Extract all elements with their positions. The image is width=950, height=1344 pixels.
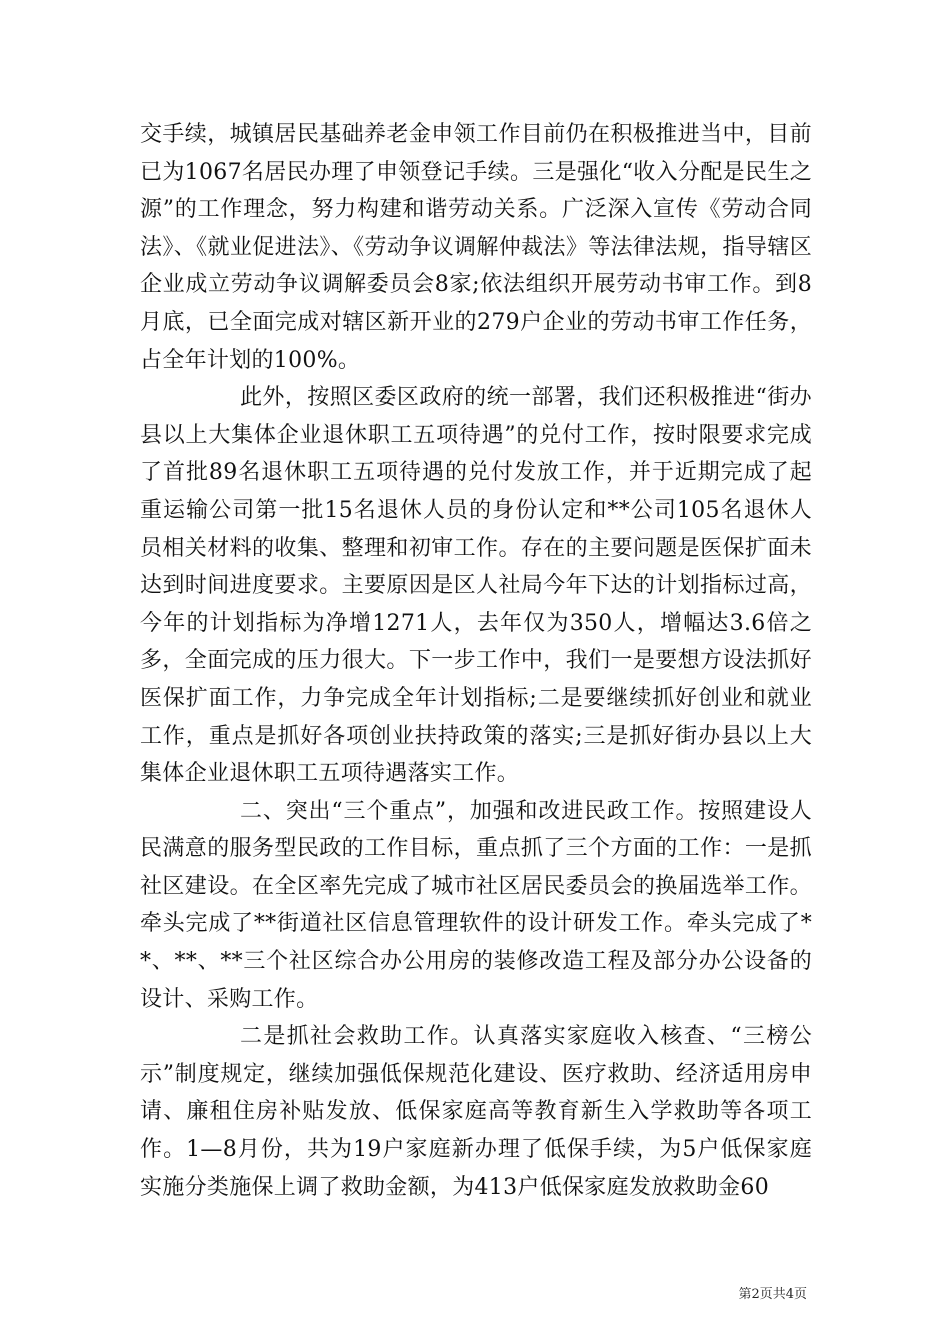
page-number-footer: 第2页共4页 [738, 1287, 807, 1302]
paragraph-civil-affairs: 二、突出“三个重点”，加强和改进民政工作。按照建设人民满意的服务型民政的工作目标，重点抓了三个方面的工作：一是抓社区建设。在全区率先完成了城市社区居民委员会的换届选举工作。牵头完成了**街道社区信息管理软件的设计研发工作。牵头完成了**、**、**三个社区综合办公用房的装修改造工程及部分办公设备的设计、采购工作。 [140, 798, 812, 1012]
paragraph-retiree-benefits: 此外，按照区委区政府的统一部署，我们还积极推进“街办县以上大集体企业退休职工五项待遇”的兑付工作，按时限要求完成了首批89名退休职工五项待遇的兑付发放工作，并于近期完成了起重运输公司第一批15名退休人员的身份认定和**公司105名退休人员相关材料的收集、整理和初审工作。存在的主要问题是医保扩面未达到时间进度要求。主要原因是区人社局今年下达的计划指标过高，今年的计划指标为净增1271人，去年仅为350人，增幅达3.6倍之多，全面完成的压力很大。下一步工作中，我们一是要想方设法抓好医保扩面工作，力争完成全年计划指标;二是要继续抓好创业和就业工作，重点是抓好各项创业扶持政策的落实;三是抓好街办县以上大集体企业退休职工五项待遇落实工作。 [140, 385, 812, 787]
document-body [140, 116, 812, 1206]
paragraph-continuation: 交手续，城镇居民基础养老金申领工作目前仍在积极推进当中，目前已为1067名居民办理了申领登记手续。三是强化“收入分配是民生之源”的工作理念，努力构建和谐劳动关系。广泛深入宣传《劳动合同法》、《就业促进法》、《劳动争议调解仲裁法》等法律法规，指导辖区企业成立劳动争议调解委员会8家;依法组织开展劳动书审工作。到8月底，已全面完成对辖区新开业的279户企业的劳动书审工作任务，占全年计划的100%。 [140, 122, 812, 373]
paragraph-social-assistance: 二是抓社会救助工作。认真落实家庭收入核查、“三榜公示”制度规定，继续加强低保规范化建设、医疗救助、经济适用房申请、廉租住房补贴发放、低保家庭高等教育新生入学救助等各项工作。1—8月份，共为19户家庭新办理了低保手续，为5户低保家庭实施分类施保上调了救助金额，为413户低保家庭发放救助金60 [140, 1024, 812, 1200]
